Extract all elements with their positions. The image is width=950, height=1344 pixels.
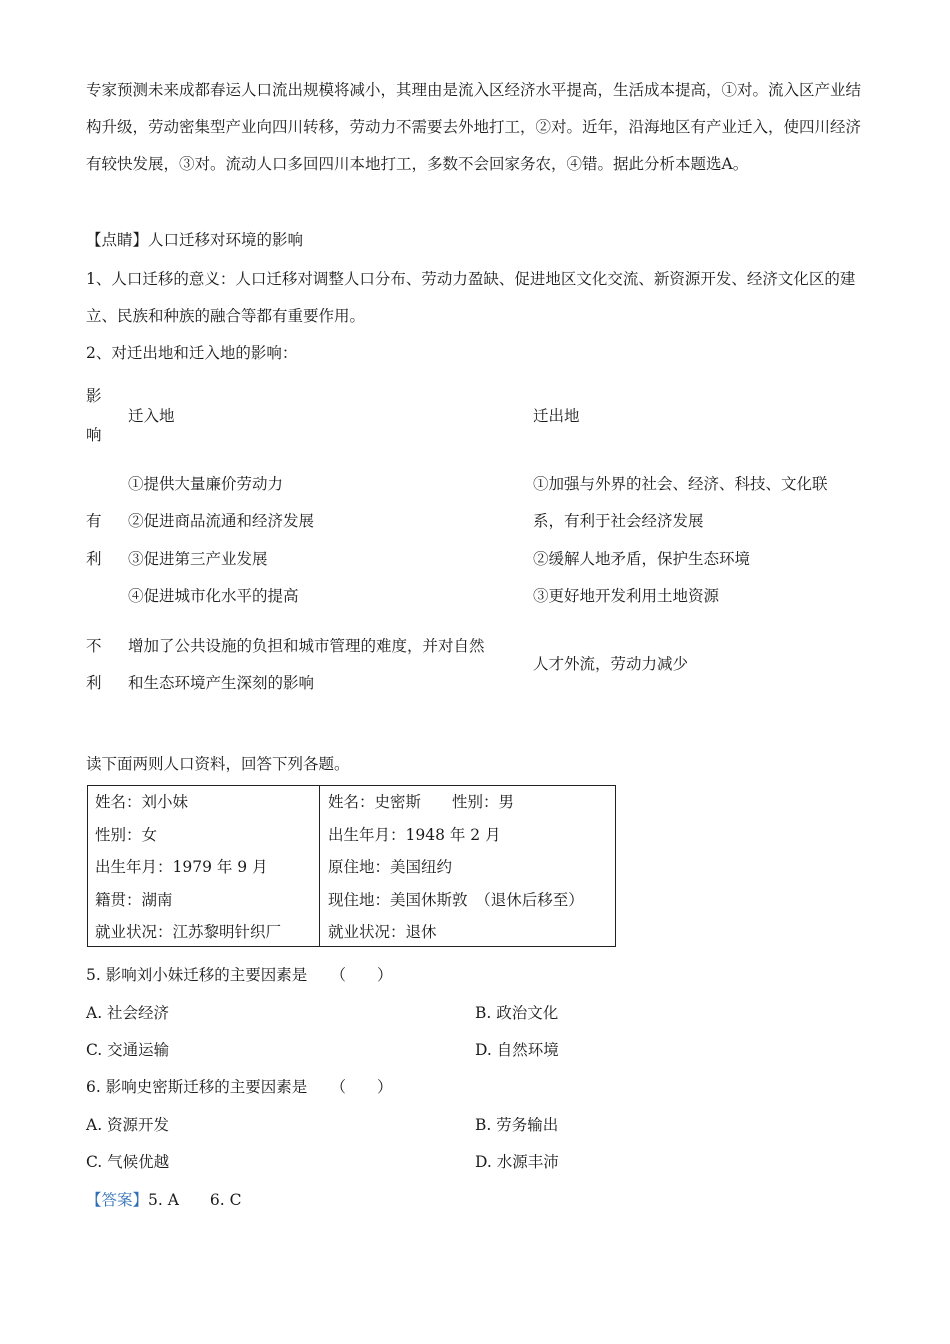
question-6-stem: 6. 影响史密斯迁移的主要因素是 （ ） xyxy=(86,1078,393,1096)
unfavorable-in-line1: 增加了公共设施的负担和城市管理的难度，并对自然 xyxy=(128,637,485,655)
question-6-option-d: D. 水源丰沛 xyxy=(475,1153,559,1171)
unfavorable-out: 人才外流，劳动力减少 xyxy=(533,655,689,673)
header-in: 迁入地 xyxy=(128,407,175,425)
answer-line xyxy=(86,1188,242,1210)
table-divider xyxy=(319,786,320,946)
profile-right-column xyxy=(328,786,584,949)
header-out: 迁出地 xyxy=(533,407,580,425)
point-1: 1、人口迁移的意义：人口迁移对调整人口分布、劳动力盈缺、促进地区文化交流、新资源开发、经济文化区的建立、民族和种族的融合等都有重要作用。 xyxy=(86,270,856,325)
profile-left-column xyxy=(95,786,281,949)
profile-left-row: 性别：女 xyxy=(95,825,158,844)
reading-intro: 读下面两则人口资料，回答下列各题。 xyxy=(86,755,350,773)
profile-left-row: 籍贯：湖南 xyxy=(95,890,173,909)
unfavorable-in-line2: 和生态环境产生深刻的影响 xyxy=(128,674,315,692)
explanation-paragraph: 专家预测未来成都春运人口流出规模将减小，其理由是流入区经济水平提高，生活成本提高，①对。流入区产业结构升级，劳动密集型产业向四川转移，劳动力不需要去外地打工，②对。近年，沿海地区有产业迁入，使四川经济有较快发展，③对。流动人口多回四川本地打工，多数不会回家务农，④错。据此分析本题选A。 xyxy=(86,81,862,173)
question-6-option-b: B. 劳务输出 xyxy=(475,1116,559,1134)
unfavorable-label-bottom: 利 xyxy=(86,674,102,692)
answer-text: 5. A 6. C xyxy=(148,1191,242,1209)
profile-left-row: 姓名：刘小妹 xyxy=(95,793,189,811)
question-5-stem: 5. 影响刘小妹迁移的主要因素是 （ ） xyxy=(86,966,393,984)
point-2: 2、对迁出地和迁入地的影响： xyxy=(86,344,298,362)
profile-right-row: 就业状况：退休 xyxy=(328,923,437,941)
impact-header-top: 影 xyxy=(86,387,102,405)
question-6-option-c: C. 气候优越 xyxy=(86,1153,170,1171)
favorable-in-item: ②促进商品流通和经济发展 xyxy=(128,512,315,530)
profile-left-row: 出生年月：1979 年 9 月 xyxy=(95,858,268,876)
profile-left-row: 就业状况：江苏黎明针织厂 xyxy=(95,923,282,941)
favorable-out-item: ①加强与外界的社会、经济、科技、文化联 xyxy=(533,475,828,493)
question-5-option-c: C. 交通运输 xyxy=(86,1041,170,1059)
answer-tag: 【答案】 xyxy=(86,1191,149,1209)
profile-right-row: 姓名：史密斯 性别：男 xyxy=(328,793,515,811)
profile-right-row: 原住地：美国纽约 xyxy=(328,858,453,876)
profile-right-row: 现住地：美国休斯敦 （退休后移至） xyxy=(328,890,584,909)
favorable-out-item: ②缓解人地矛盾，保护生态环境 xyxy=(533,550,751,568)
question-6-option-a: A. 资源开发 xyxy=(86,1116,170,1134)
favorable-out-item: 系，有利于社会经济发展 xyxy=(533,512,704,530)
favorable-label-bottom: 利 xyxy=(86,550,102,568)
favorable-label-top: 有 xyxy=(86,512,102,530)
favorable-out-item: ③更好地开发利用土地资源 xyxy=(533,587,720,605)
favorable-in-item: ③促进第三产业发展 xyxy=(128,550,268,568)
question-5-option-b: B. 政治文化 xyxy=(475,1004,559,1022)
favorable-in-item: ④促进城市化水平的提高 xyxy=(128,587,299,605)
question-5-option-a: A. 社会经济 xyxy=(86,1004,170,1022)
profile-right-row: 出生年月：1948 年 2 月 xyxy=(328,825,501,844)
profile-table xyxy=(87,785,616,947)
question-5-option-d: D. 自然环境 xyxy=(475,1041,559,1059)
unfavorable-label-top: 不 xyxy=(86,637,102,655)
favorable-in-item: ①提供大量廉价劳动力 xyxy=(128,475,284,493)
tip-title: 【点睛】人口迁移对环境的影响 xyxy=(86,231,304,249)
impact-header-bottom: 响 xyxy=(86,426,102,444)
